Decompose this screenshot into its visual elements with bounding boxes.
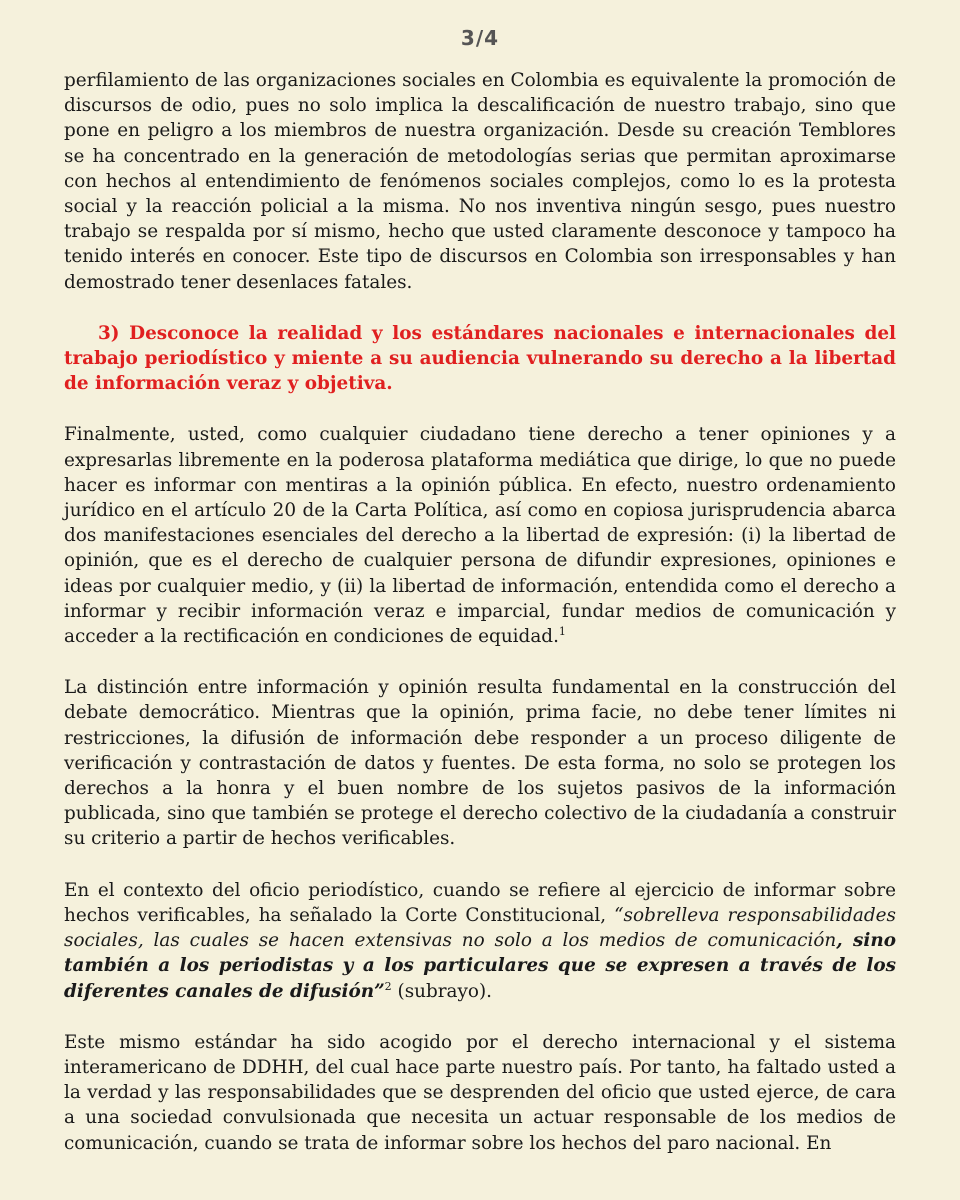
footnote-ref-2: 2 xyxy=(384,979,392,993)
court-quote-bold: , sino también a los periodistas y a los particulares que se expresen a través de los diferentes canales de difusión” xyxy=(64,930,896,1002)
page-number: 3/4 xyxy=(460,26,500,50)
section-heading-3: 3) Desconoce la realidad y los estándares nacionales e internacionales del trabajo periodístico y miente a su audiencia vulnerando su derecho a la libertad de información veraz y objetiva. xyxy=(64,322,896,395)
paragraph-freedom-text: Finalmente, usted, como cualquier ciudadano tiene derecho a tener opiniones y a expresarlas libremente en la poderosa plataforma mediática que dirige, lo que no puede hacer es informar con mentiras a la opinión pública. En efecto, nuestro ordenamiento jurídico en el artículo 20 de la Carta Política, así como en copiosa jurisprudencia abarca dos manifestaciones esenciales del derecho a la libertad de expresión: (i) la libertad de opinión, que es el derecho de cualquier persona de difundir expresiones, opiniones e ideas por cualquier medio, y (ii) la libertad de información, entendida como el derecho a informar y recibir información veraz e imparcial, fundar medios de comunicación y acceder a la rectificación en condiciones de equidad. xyxy=(64,424,896,648)
paragraph-freedom-of-expression xyxy=(64,422,896,649)
paragraph-profiling: perfilamiento de las organizaciones sociales en Colombia es equivalente la promoción de discursos de odio, pues no solo implica la descalificación de nuestro trabajo, sino que pone en peligro a los miembros de nuestra organización. Desde su creación Temblores se ha concentrado en la generación de metodologías serias que permitan aproximarse con hechos al entendimiento de fenómenos sociales complejos, como lo es la protesta social y la reacción policial a la misma. No nos inventiva ningún sesgo, pues nuestro trabajo se respalda por sí mismo, hecho que usted claramente desconoce y tampoco ha tenido interés en conocer. Este tipo de discursos en Colombia son irresponsables y han demostrado tener desenlaces fatales. xyxy=(64,70,896,293)
court-intro-text: En el contexto del oficio periodístico, cuando se refiere al ejercicio de informar sobre hechos verificables, ha señalado la Corte Constitucional, xyxy=(64,879,896,926)
paragraph-international-standard: Este mismo estándar ha sido acogido por el derecho internacional y el sistema interamericano de DDHH, del cual hace parte nuestro país. Por tanto, ha faltado usted a la verdad y las responsabilidades que se desprenden del oficio que usted ejerce, de cara a una sociedad convulsionada que necesita un actuar responsable de los medios de comunicación, cuando se trata de informar sobre los hechos del paro nacional. En xyxy=(64,1031,896,1154)
footnote-ref-1: 1 xyxy=(558,624,566,638)
court-outro-text: (subrayo). xyxy=(391,980,492,1002)
paragraph-constitutional-court xyxy=(64,878,896,1004)
paragraph-information-vs-opinion: La distinción entre información y opinión resulta fundamental en la construcción del debate democrático. Mientras que la opinión, prima facie, no debe tener límites ni restricciones, la difusión de información debe responder a un proceso diligente de verificación y contrastación de datos y fuentes. De esta forma, no solo se protegen los derechos a la honra y el buen nombre de los sujetos pasivos de la información publicada, sino que también se protege el derecho colectivo de la ciudadanía a construir su criterio a partir de hechos verificables. xyxy=(64,677,896,850)
court-quote-italic: “sobrelleva responsabilidades sociales, las cuales se hacen extensivas no solo a los medios de comunicación xyxy=(64,904,896,952)
